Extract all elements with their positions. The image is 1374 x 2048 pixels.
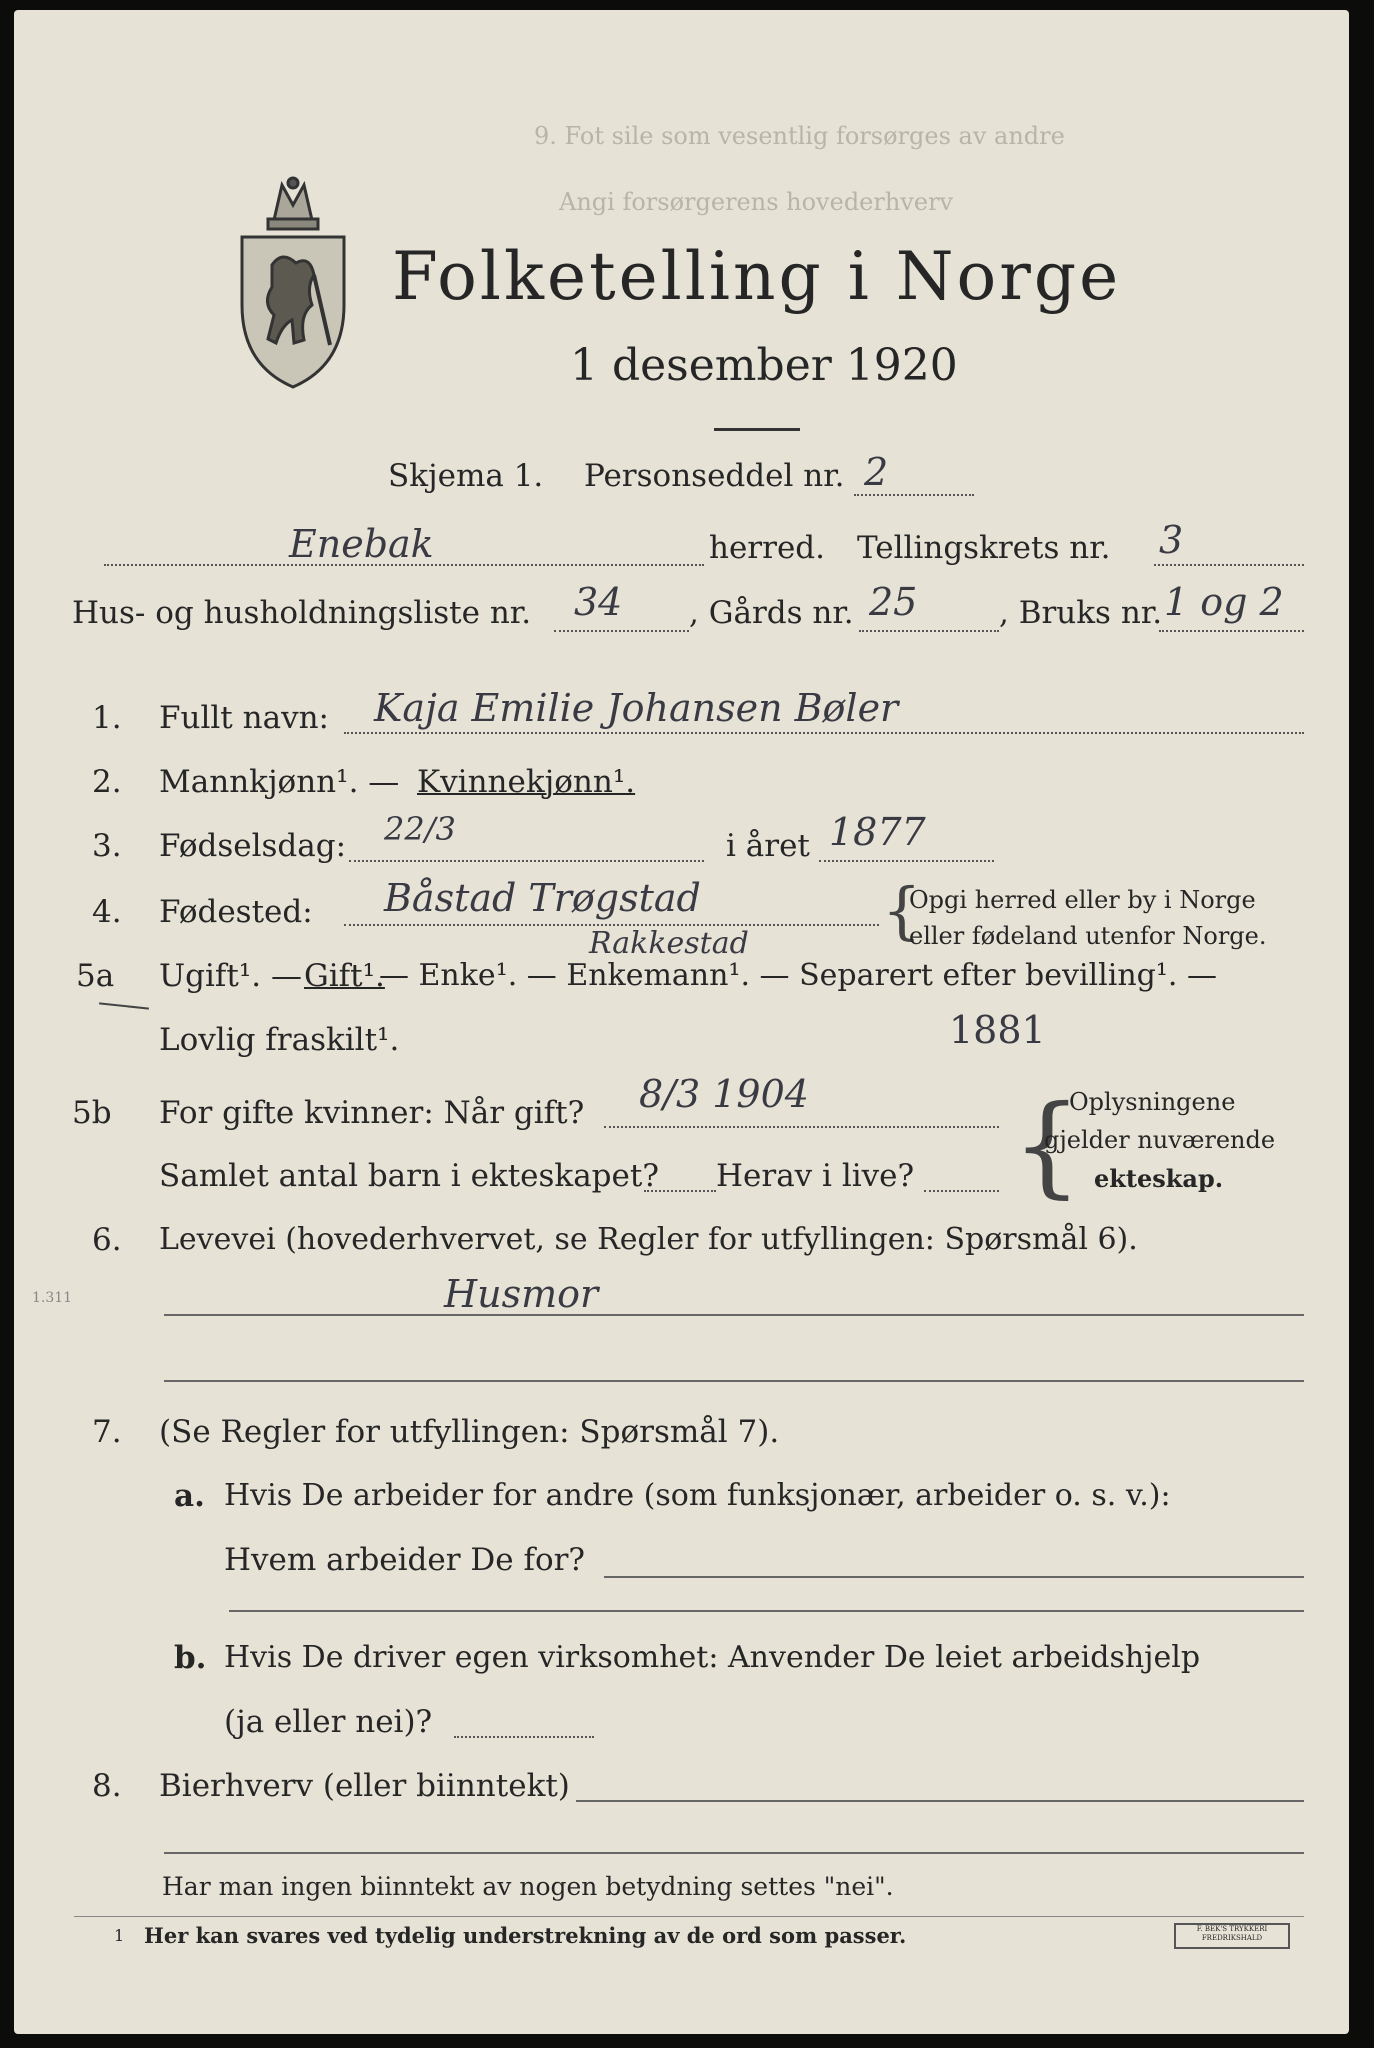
q5a-number: 5a bbox=[76, 958, 115, 994]
q4-brace: { bbox=[882, 874, 922, 947]
q1-number: 1. bbox=[92, 700, 122, 736]
tellingskrets-label: Tellingskrets nr. bbox=[857, 530, 1111, 566]
q2-female-option[interactable]: Kvinnekjønn¹. bbox=[417, 764, 636, 800]
q3-year-label: i året bbox=[726, 828, 810, 864]
q5a-other-options[interactable]: — Enke¹. — Enkemann¹. — Separert efter bevilling¹. — bbox=[379, 958, 1217, 993]
q3-year-field-line bbox=[819, 860, 994, 862]
q5a-pen-mark bbox=[99, 1002, 149, 1009]
q8-label: Bierhverv (eller biinntekt) bbox=[159, 1768, 570, 1804]
liste-field-line bbox=[554, 630, 689, 632]
q3-label: Fødselsdag: bbox=[159, 828, 347, 864]
q6-margin-note: 1.311 bbox=[32, 1290, 73, 1306]
q8-number: 8. bbox=[92, 1768, 122, 1804]
q7b-number: b. bbox=[174, 1640, 207, 1676]
form-title: Folketelling i Norge bbox=[392, 238, 1122, 315]
bruks-label: , Bruks nr. bbox=[999, 595, 1163, 631]
q5b-children-field-line bbox=[644, 1190, 716, 1192]
q5b-married-date-value[interactable]: 8/3 1904 bbox=[639, 1072, 809, 1116]
personseddel-label: Personseddel nr. bbox=[584, 458, 845, 494]
gards-field-line bbox=[859, 630, 999, 632]
q8-field-line-2 bbox=[164, 1852, 1304, 1854]
bleed-through-text: Angi forsørgerens hovederhverv bbox=[559, 188, 954, 216]
personseddel-field-line bbox=[854, 494, 974, 496]
q7b-text: Hvis De driver egen virksomhet: Anvender De leiet arbeidshjelp bbox=[224, 1640, 1201, 1675]
q4-field-line bbox=[344, 924, 879, 926]
bruks-value[interactable]: 1 og 2 bbox=[1164, 580, 1284, 624]
gards-label: , Gårds nr. bbox=[689, 595, 854, 631]
q6-occupation-value[interactable]: Husmor bbox=[444, 1272, 599, 1316]
q3-day-field-line bbox=[349, 860, 704, 862]
q1-label: Fullt navn: bbox=[159, 700, 329, 736]
gards-value[interactable]: 25 bbox=[869, 580, 918, 624]
q7a-number: a. bbox=[174, 1478, 205, 1514]
tellingskrets-value[interactable]: 3 bbox=[1159, 518, 1184, 562]
printer-stamp-text: F. BEK'S TRYKKERI FREDRIKSHALD bbox=[1196, 1925, 1268, 1942]
herred-field-line bbox=[104, 564, 704, 566]
q7-number: 7. bbox=[92, 1414, 122, 1450]
q3-year-value[interactable]: 1877 bbox=[829, 810, 926, 854]
q5b-children-label: Samlet antal barn i ekteskapet? bbox=[159, 1158, 659, 1194]
printer-stamp bbox=[1174, 1923, 1290, 1949]
q5b-note-line3: ekteskap. bbox=[1094, 1164, 1224, 1193]
q5b-brace: { bbox=[1012, 1081, 1082, 1209]
q8-field-line-1 bbox=[576, 1800, 1304, 1802]
bleed-through-text: 9. Fot sile som vesentlig forsørges av andre bbox=[534, 122, 1065, 150]
q6-field-line-2 bbox=[164, 1380, 1304, 1382]
herred-value[interactable]: Enebak bbox=[289, 522, 434, 566]
q3-number: 3. bbox=[92, 828, 122, 864]
q5b-date-field-line bbox=[604, 1126, 999, 1128]
herred-label: herred. bbox=[709, 530, 825, 566]
q6-number: 6. bbox=[92, 1222, 122, 1258]
q7-label: (Se Regler for utfyllingen: Spørsmål 7). bbox=[159, 1414, 780, 1450]
q3-birthday-value[interactable]: 22/3 bbox=[384, 810, 456, 848]
footnote-text: Her kan svares ved tydelig understrekning av de ord som passer. bbox=[144, 1923, 907, 1948]
q7a-field-line-1 bbox=[604, 1576, 1304, 1578]
liste-value[interactable]: 34 bbox=[574, 580, 623, 624]
q5b-label: For gifte kvinner: Når gift? bbox=[159, 1095, 585, 1131]
schema-label: Skjema 1. bbox=[388, 458, 544, 494]
bruks-field-line bbox=[1159, 630, 1304, 632]
liste-label: Hus- og husholdningsliste nr. bbox=[72, 595, 532, 631]
footnote-number: 1 bbox=[114, 1926, 125, 1945]
q4-label: Fødested: bbox=[159, 894, 313, 930]
q2-male-option[interactable]: Mannkjønn¹. — bbox=[159, 764, 400, 800]
q4-birthplace-correction[interactable]: Rakkestad bbox=[589, 926, 749, 961]
tellingskrets-field-line bbox=[1154, 564, 1304, 566]
footer-note: Har man ingen biinntekt av nogen betydning settes "nei". bbox=[162, 1872, 894, 1901]
q7a-question: Hvem arbeider De for? bbox=[224, 1542, 586, 1578]
q7a-text: Hvis De arbeider for andre (som funksjonær, arbeider o. s. v.): bbox=[224, 1478, 1171, 1513]
q5b-number: 5b bbox=[72, 1095, 112, 1131]
q5b-note-line1: Oplysningene bbox=[1069, 1088, 1236, 1116]
footer-divider bbox=[74, 1916, 1304, 1917]
q2-number: 2. bbox=[92, 764, 122, 800]
q1-full-name-value[interactable]: Kaja Emilie Johansen Bøler bbox=[374, 686, 899, 730]
personseddel-value[interactable]: 2 bbox=[864, 450, 889, 494]
q6-field-line-1 bbox=[164, 1314, 1304, 1316]
title-divider bbox=[714, 428, 800, 431]
q5a-ugift-option[interactable]: Ugift¹. — bbox=[159, 958, 302, 994]
q1-field-line bbox=[344, 732, 1304, 734]
q4-birthplace-value[interactable]: Båstad Trøgstad bbox=[384, 876, 701, 920]
q6-label: Levevei (hovederhvervet, se Regler for utfyllingen: Spørsmål 6). bbox=[159, 1222, 1138, 1257]
q7b-field-line bbox=[454, 1736, 594, 1738]
q7b-question: (ja eller nei)? bbox=[224, 1704, 433, 1740]
form-date: 1 desember 1920 bbox=[570, 340, 958, 391]
q4-number: 4. bbox=[92, 894, 122, 930]
q5a-margin-year-note: 1881 bbox=[949, 1008, 1046, 1052]
q5b-alive-field-line bbox=[924, 1190, 999, 1192]
q5a-fraskilt-option[interactable]: Lovlig fraskilt¹. bbox=[159, 1022, 400, 1058]
q5a-gift-option[interactable]: Gift¹. bbox=[304, 958, 385, 994]
q5b-note-line2: gjelder nuværende bbox=[1044, 1126, 1276, 1154]
census-form bbox=[14, 10, 1349, 2034]
q5b-alive-label: Herav i live? bbox=[716, 1158, 915, 1194]
coat-of-arms-icon bbox=[234, 175, 352, 390]
q4-note-line1: Opgi herred eller by i Norge bbox=[909, 886, 1256, 914]
q7a-field-line-2 bbox=[229, 1610, 1304, 1612]
q4-note-line2: eller fødeland utenfor Norge. bbox=[909, 922, 1267, 950]
